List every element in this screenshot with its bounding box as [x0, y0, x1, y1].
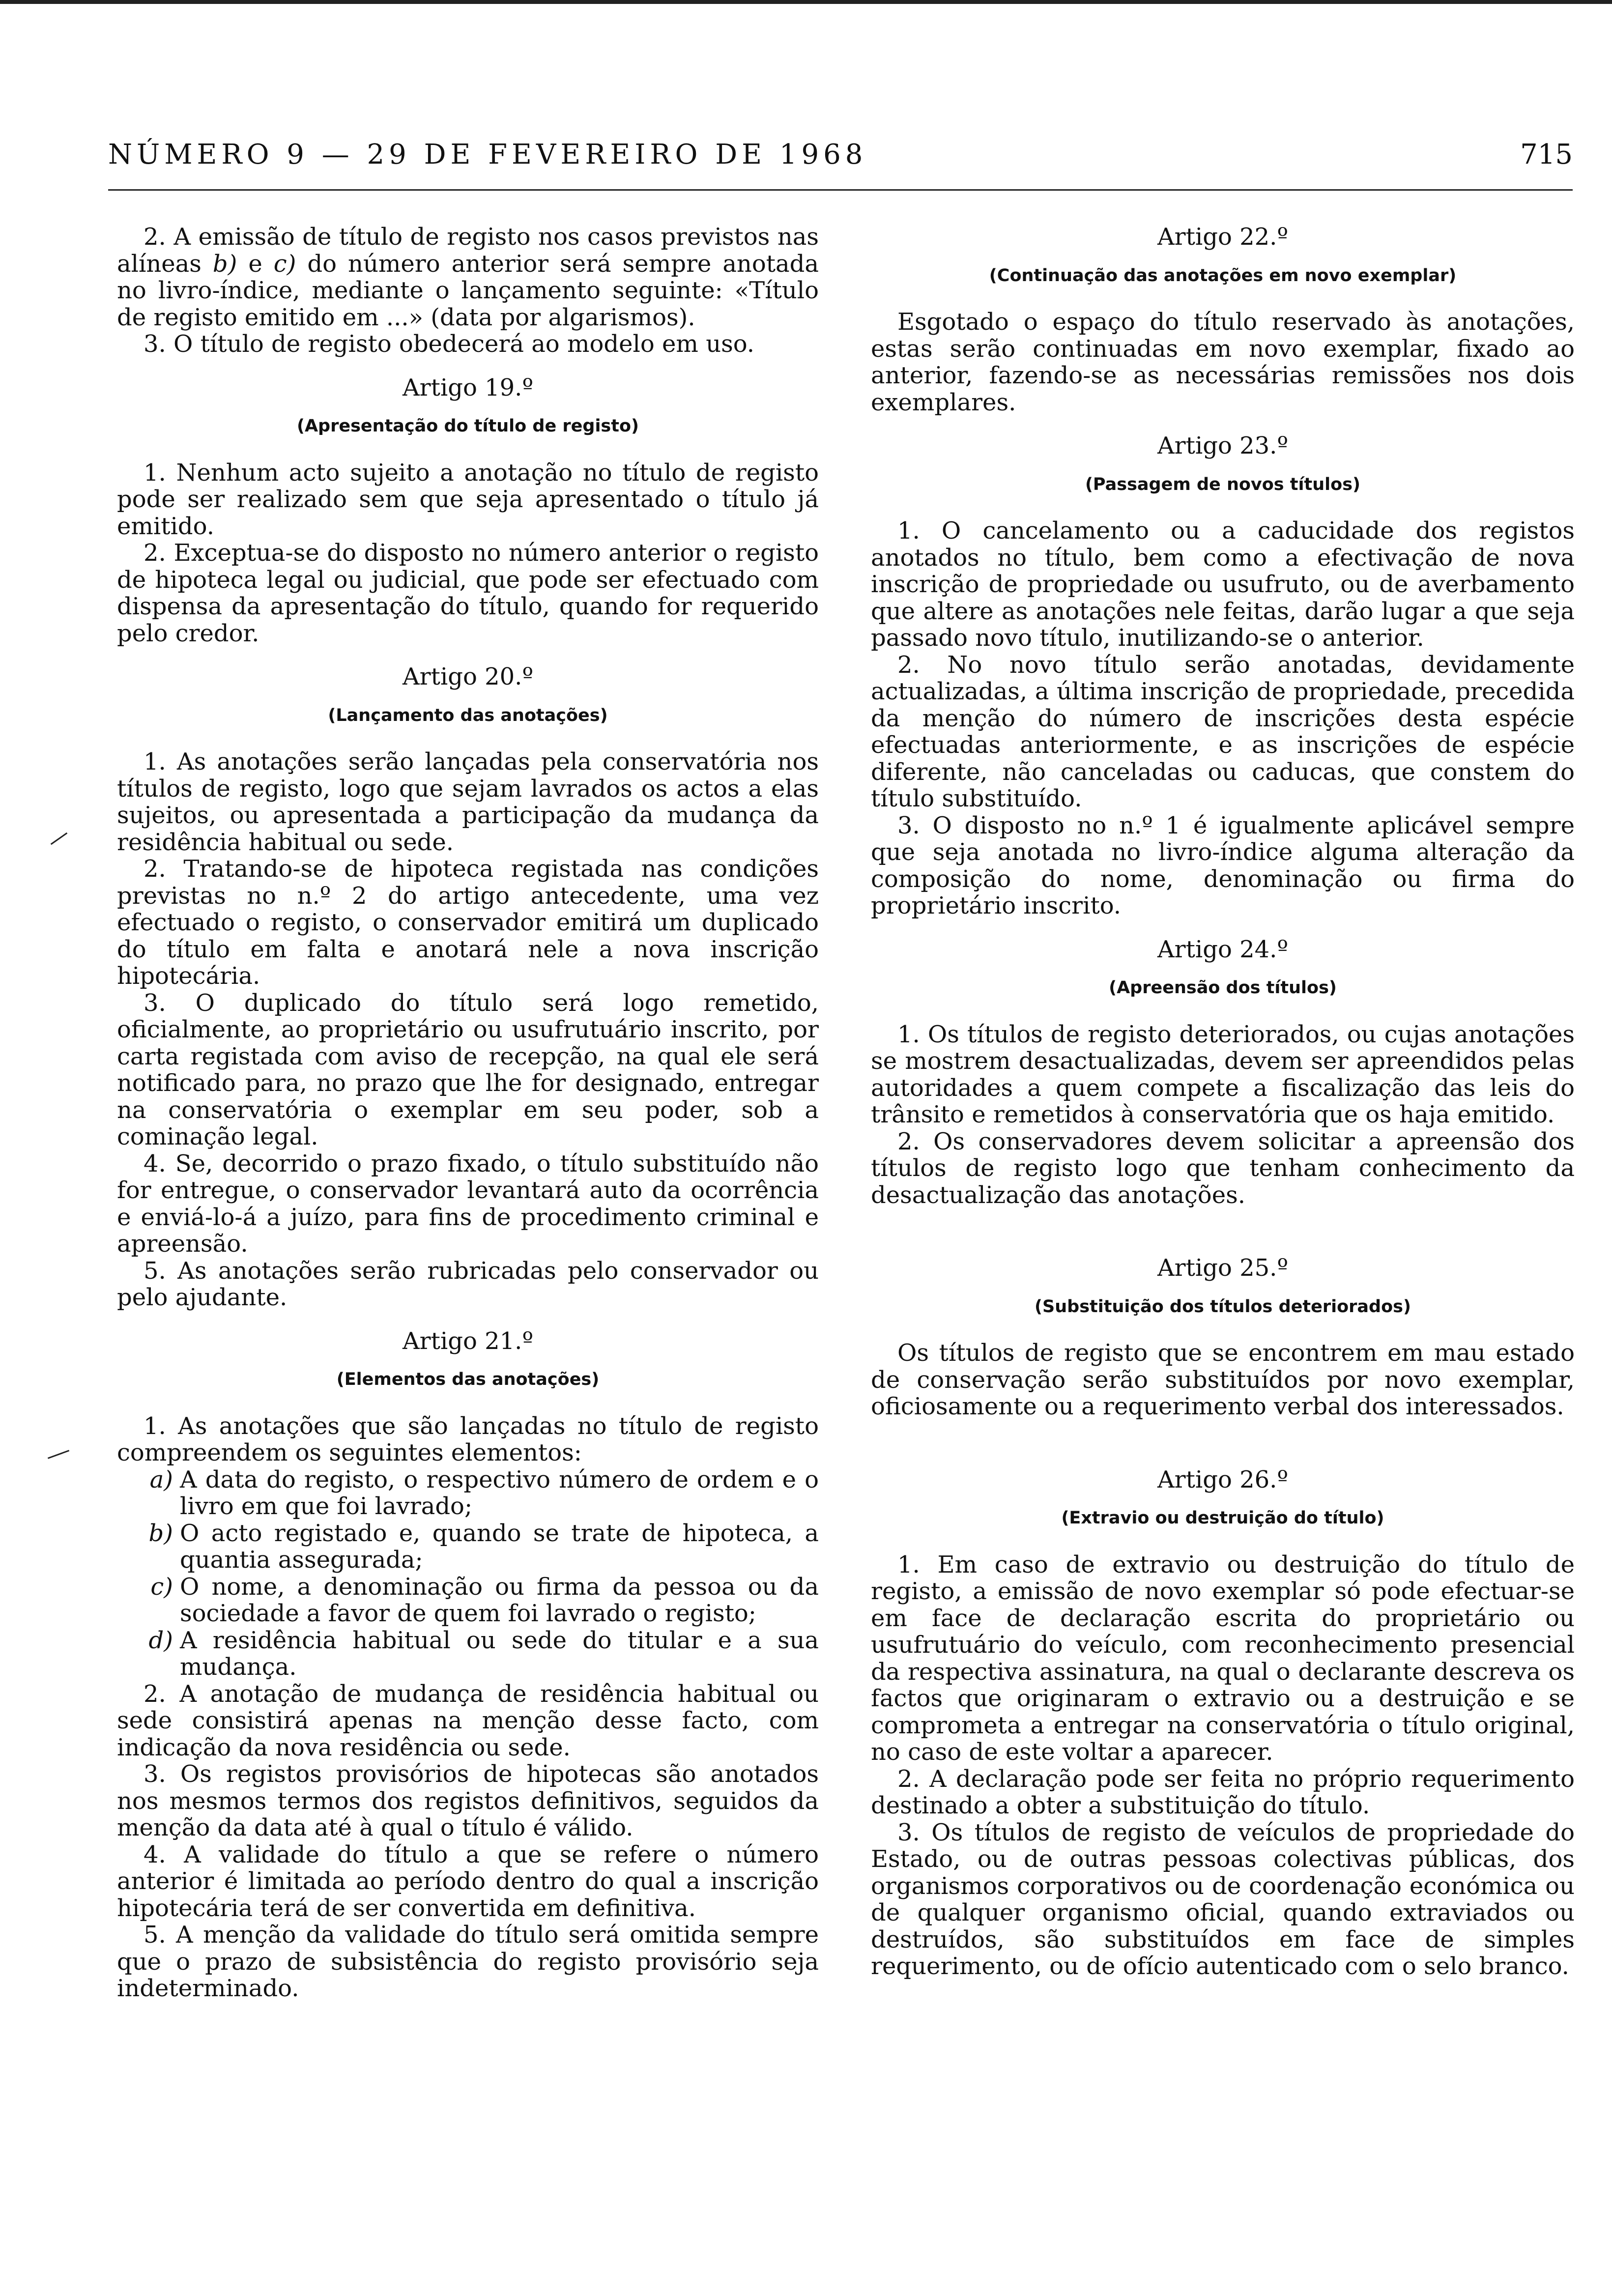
- paragraph: 2. No novo título serão anotadas, devidamente actualizadas, a última inscrição de propriedade, precedida da menção do número de inscrições desta espécie efectuadas anteriormente, e as inscrições de espécie diferente, não canceladas ou caducas, que constem do título substituído.: [871, 651, 1575, 812]
- right-column: [871, 224, 1575, 1980]
- paragraph: 2. A emissão de título de registo nos casos previstos nas alíneas b) e c) do número anterior será sempre anotada no livro-índice, mediante o lançamento seguinte: «Título de registo emitido em ...» (data por algarismos).: [117, 223, 819, 331]
- paragraph: 4. Se, decorrido o prazo fixado, o título substituído não for entregue, o conservador levantará auto da ocorrência e enviá-lo-á a juízo, para fins de procedimento criminal e apreensão.: [117, 1149, 819, 1258]
- article-heading: Artigo 20.º: [402, 663, 534, 690]
- page-number: 715: [1520, 139, 1573, 171]
- list-item: [117, 1627, 819, 1681]
- paragraph: 3. Os títulos de registo de veículos de propriedade do Estado, ou de outras pessoas colectivas públicas, dos organismos corporativos ou de coordenação económica ou de qualquer organismo oficial, quando extraviados ou destruídos, são substituídos em face de simples requerimento, ou de ofício autenticado com o selo branco.: [871, 1818, 1575, 1980]
- paragraph: 5. A menção da validade do título será omitida sempre que o prazo de subsistência do registo provisório seja indeterminado.: [117, 1921, 819, 2002]
- article-heading: Artigo 22.º: [1157, 223, 1289, 251]
- paragraph: 1. As anotações que são lançadas no título de registo compreendem os seguintes elementos:: [117, 1412, 819, 1466]
- margin-mark: [51, 832, 67, 845]
- article-title: (Elementos das anotações): [336, 1370, 600, 1389]
- paragraph: 5. As anotações serão rubricadas pelo conservador ou pelo ajudante.: [117, 1257, 819, 1311]
- list-item-text: O acto registado e, quando se trate de hipoteca, a quantia assegurada;: [180, 1519, 819, 1574]
- article-title: (Substituição dos títulos deteriorados): [1035, 1296, 1411, 1317]
- paragraph: 3. O duplicado do título será logo remetido, oficialmente, ao proprietário ou usufrutuário inscrito, por carta registada com aviso de recepção, na qual ele será notificado para, no prazo que lhe for designado, entregar na conservatória o exemplar em seu poder, sob a cominação legal.: [117, 989, 819, 1150]
- article-title: (Extravio ou destruição do título): [1061, 1508, 1384, 1528]
- article-title: (Passagem de novos títulos): [1085, 474, 1361, 494]
- header-rule: [108, 189, 1573, 191]
- list-item: [117, 1466, 819, 1520]
- article-title: (Apreensão dos títulos): [1109, 978, 1337, 998]
- paragraph: 2. A anotação de mudança de residência habitual ou sede consistirá apenas na menção desse facto, com indicação da nova residência ou sede.: [117, 1680, 819, 1761]
- list-item-text: O nome, a denominação ou firma da pessoa ou da sociedade a favor de quem foi lavrado o registo;: [180, 1573, 819, 1627]
- list-item-letter: d): [148, 1626, 173, 1654]
- margin-mark: [48, 1450, 69, 1459]
- list-item-letter: a): [149, 1465, 173, 1493]
- paragraph: Os títulos de registo que se encontrem em mau estado de conservação serão substituídos por novo exemplar, oficiosamente ou a requerimento verbal dos interessados.: [871, 1339, 1575, 1420]
- paragraph: 2. Os conservadores devem solicitar a apreensão dos títulos de registo logo que tenham conhecimento da desactualização das anotações.: [871, 1127, 1575, 1209]
- article-heading: Artigo 26.º: [1157, 1465, 1289, 1493]
- top-border-rule: [0, 0, 1612, 4]
- issue-title: NÚMERO 9 — 29 DE FEVEREIRO DE 1968: [108, 139, 867, 171]
- paragraph: 1. As anotações serão lançadas pela conservatória nos títulos de registo, logo que sejam lavrados os actos a elas sujeitos, ou apresentada a participação da mudança da residência habitual ou sede.: [117, 748, 819, 856]
- article-title: (Lançamento das anotações): [328, 705, 608, 725]
- list-item-letter: b): [148, 1519, 173, 1547]
- paragraph: 1. Nenhum acto sujeito a anotação no título de registo pode ser realizado sem que seja apresentado o título já emitido.: [117, 459, 819, 540]
- list-item: [117, 1520, 819, 1574]
- list-item-text: A data do registo, o respectivo número de ordem e o livro em que foi lavrado;: [180, 1465, 819, 1520]
- paragraph: 2. Tratando-se de hipoteca registada nas condições previstas no n.º 2 do artigo antecedente, uma vez efectuado o registo, o conservador emitirá um duplicado do título em falta e anotará nele a nova inscrição hipotecária.: [117, 855, 819, 990]
- article-heading: Artigo 24.º: [1157, 935, 1289, 963]
- article-title: (Apresentação do título de registo): [296, 416, 639, 436]
- list-item: [117, 1574, 819, 1627]
- list-item-letter: c): [150, 1573, 173, 1601]
- paragraph: 1. Os títulos de registo deteriorados, ou cujas anotações se mostrem desactualizadas, devem ser apreendidos pelas autoridades a quem compete a fiscalização das leis do trânsito e remetidos à conservatória que os haja emitido.: [871, 1020, 1575, 1128]
- paragraph: 2. A declaração pode ser feita no próprio requerimento destinado a obter a substituição do título.: [871, 1765, 1575, 1819]
- paragraph: 3. O título de registo obedecerá ao modelo em uso.: [144, 330, 755, 358]
- paragraph: 2. Exceptua-se do disposto no número anterior o registo de hipoteca legal ou judicial, que pode ser efectuado com dispensa da apresentação do título, quando for requerido pelo credor.: [117, 539, 819, 647]
- spacer: [871, 1420, 1575, 1450]
- article-heading: Artigo 21.º: [402, 1327, 534, 1355]
- left-column: [117, 224, 819, 2002]
- spacer: [871, 1208, 1575, 1238]
- paragraph: 1. O cancelamento ou a caducidade dos registos anotados no título, bem como a efectivação de nova inscrição de propriedade ou usufruto, ou de averbamento que altere as anotações nele feitas, darão lugar a que seja passado novo título, inutilizando-se o anterior.: [871, 517, 1575, 652]
- paragraph: 4. A validade do título a que se refere o número anterior é limitada ao período dentro do qual a inscrição hipotecária terá de ser convertida em definitiva.: [117, 1840, 819, 1922]
- paragraph: 1. Em caso de extravio ou destruição do título de registo, a emissão de novo exemplar só pode efectuar-se em face de declaração escrita do proprietário ou usufrutuário do veículo, com reconhecimento presencial da respectiva assinatura, na qual o declarante descreva os factos que originaram o extravio ou a destruição e se comprometa a entregar na conservatória o título original, no caso de este voltar a aparecer.: [871, 1550, 1575, 1766]
- page-header: [108, 135, 1573, 174]
- paragraph: 3. Os registos provisórios de hipotecas são anotados nos mesmos termos dos registos definitivos, seguidos da menção da data até à qual o título é válido.: [117, 1760, 819, 1841]
- article-heading: Artigo 23.º: [1157, 432, 1289, 459]
- paragraph: Esgotado o espaço do título reservado às anotações, estas serão continuadas em novo exemplar, fixado ao anterior, fazendo-se as necessárias remissões nos dois exemplares.: [871, 308, 1575, 416]
- article-title: (Continuação das anotações em novo exemplar): [989, 265, 1457, 286]
- list-item-text: A residência habitual ou sede do titular e a sua mudança.: [180, 1626, 819, 1681]
- article-heading: Artigo 19.º: [402, 373, 534, 402]
- paragraph: 3. O disposto no n.º 1 é igualmente aplicável sempre que seja anotada no livro-índice alguma alteração da composição do nome, denominação ou firma do proprietário inscrito.: [871, 811, 1575, 919]
- article-heading: Artigo 25.º: [1157, 1254, 1289, 1282]
